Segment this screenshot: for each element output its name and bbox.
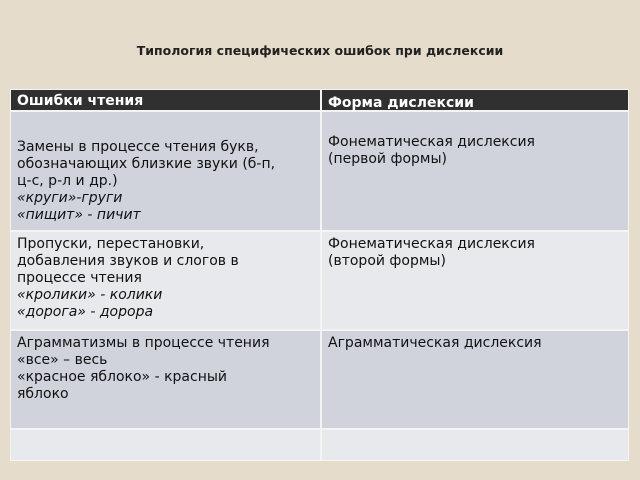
dyslexia-form-cell <box>322 331 628 430</box>
dyslexia-form-cell <box>322 430 628 460</box>
dyslexia-errors-table <box>10 89 629 461</box>
cell-text-line: Замены в процессе чтения букв, <box>17 139 259 155</box>
table-row <box>11 430 628 460</box>
table-row <box>11 232 628 331</box>
cell-text-line: обозначающих близкие звуки (б-п, <box>17 156 276 172</box>
reading-errors-cell <box>11 430 322 460</box>
cell-text-line: Аграмматизмы в процессе чтения <box>17 335 270 351</box>
table-row <box>11 331 628 430</box>
example-text-line: «круги»-груги <box>17 190 123 206</box>
page-title: Типология специфических ошибок при дислексии <box>136 43 504 58</box>
dyslexia-form-cell <box>322 232 628 331</box>
reading-errors-cell <box>11 232 322 331</box>
cell-text-line: добавления звуков и слогов в <box>17 253 239 269</box>
cell-text-line: Фонематическая дислексия <box>328 236 535 252</box>
example-text-line: «пищит» - пичит <box>17 207 141 223</box>
table-header-row <box>11 90 628 112</box>
cell-text-line: Пропуски, перестановки, <box>17 236 205 252</box>
cell-text-line: процессе чтения <box>17 270 142 286</box>
cell-text-line: «все» – весь <box>17 352 108 368</box>
table-row <box>11 112 628 232</box>
column-header-dyslexia-form: Форма дислексии <box>322 90 628 112</box>
cell-text-line: ц-с, р-л и др.) <box>17 173 118 189</box>
reading-errors-cell <box>11 331 322 430</box>
reading-errors-cell <box>11 112 322 232</box>
example-text-line: «кролики» - колики <box>17 287 163 303</box>
example-text-line: «дорога» - дорора <box>17 304 154 320</box>
cell-text-line: (первой формы) <box>328 151 447 167</box>
cell-text-line: «красное яблоко» - красный <box>17 369 227 385</box>
column-header-reading-errors: Ошибки чтения <box>11 90 322 112</box>
cell-text-line: Фонематическая дислексия <box>328 134 535 150</box>
cell-text-line: (второй формы) <box>328 253 446 269</box>
cell-text-line: яблоко <box>17 386 69 402</box>
dyslexia-form-cell <box>322 112 628 232</box>
cell-text-line: Аграмматическая дислексия <box>328 335 542 351</box>
